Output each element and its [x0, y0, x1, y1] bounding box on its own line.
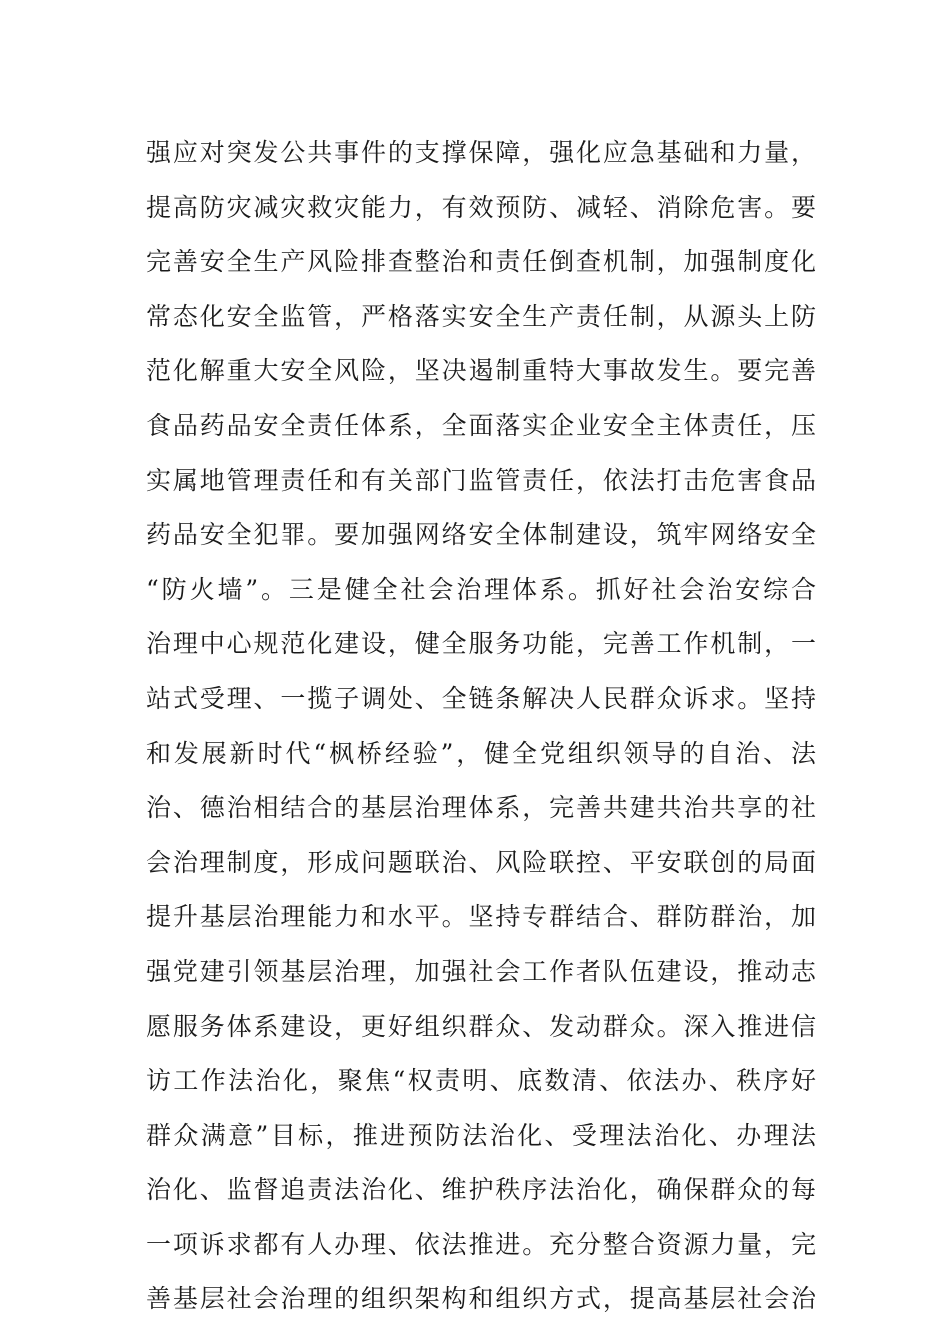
text-line: 愿服务体系建设，更好组织群众、发动群众。深入推进信 [146, 1011, 816, 1041]
text-line: 治、德治相结合的基层治理体系，完善共建共治共享的社 [146, 793, 816, 823]
text-line: 食品药品安全责任体系，全面落实企业安全主体责任，压 [146, 410, 816, 440]
text-line: 访工作法治化，聚焦“权责明、底数清、依法办、秩序好 [146, 1066, 816, 1096]
text-line: 治化、监督追责法治化、维护秩序法治化，确保群众的每 [146, 1175, 816, 1205]
text-line: 会治理制度，形成问题联治、风险联控、平安联创的局面 [146, 847, 816, 877]
text-line: 和发展新时代“枫桥经验”，健全党组织领导的自治、法 [146, 738, 816, 768]
text-line: 一项诉求都有人办理、依法推进。充分整合资源力量，完 [146, 1229, 816, 1259]
text-line: 常态化安全监管，严格落实安全生产责任制，从源头上防 [146, 301, 816, 331]
text-line: “防火墙”。三是健全社会治理体系。抓好社会治安综合 [146, 574, 816, 604]
text-line: 群众满意”目标，推进预防法治化、受理法治化、办理法 [146, 1120, 816, 1150]
text-line: 提升基层治理能力和水平。坚持专群结合、群防群治，加 [146, 902, 816, 932]
text-line: 范化解重大安全风险，坚决遏制重特大事故发生。要完善 [146, 356, 816, 386]
text-line: 强党建引领基层治理，加强社会工作者队伍建设，推动志 [146, 956, 816, 986]
text-line: 善基层社会治理的组织架构和组织方式，提高基层社会治 [146, 1284, 816, 1314]
text-line: 完善安全生产风险排查整治和责任倒查机制，加强制度化 [146, 247, 816, 277]
body-text [146, 126, 816, 1327]
text-line: 强应对突发公共事件的支撑保障，强化应急基础和力量， [146, 138, 816, 167]
text-line: 站式受理、一揽子调处、全链条解决人民群众诉求。坚持 [146, 683, 816, 713]
text-line: 实属地管理责任和有关部门监管责任，依法打击危害食品 [146, 465, 816, 495]
text-line: 治理中心规范化建设，健全服务功能，完善工作机制，一 [146, 629, 816, 659]
text-line: 药品安全犯罪。要加强网络安全体制建设，筑牢网络安全 [146, 520, 816, 550]
text-line: 提高防灾减灾救灾能力，有效预防、减轻、消除危害。要 [146, 192, 816, 222]
